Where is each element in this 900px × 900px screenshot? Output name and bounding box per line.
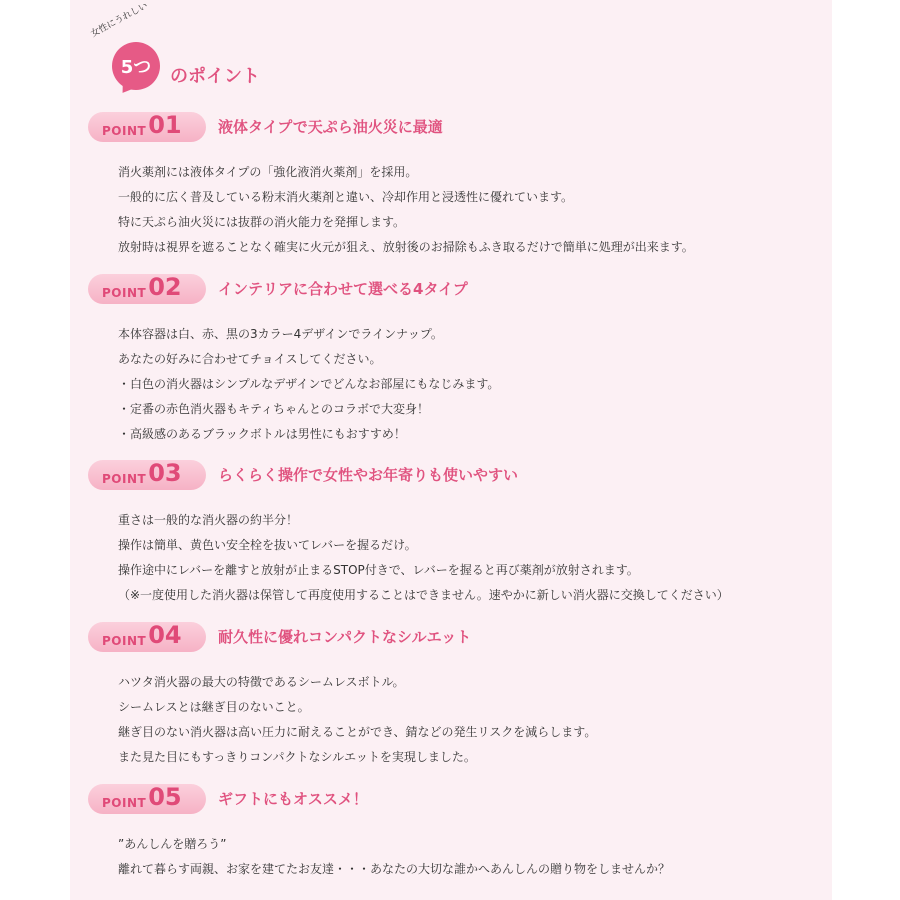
point-label: POINT bbox=[102, 634, 147, 648]
point-02 bbox=[88, 270, 798, 447]
point-title: ギフトにもオススメ！ bbox=[218, 790, 368, 808]
point-body bbox=[118, 832, 798, 882]
point-badge bbox=[88, 460, 206, 490]
point-number: 04 bbox=[148, 621, 182, 649]
body-line: 本体容器は白、赤、黒の3カラー4デザインでラインナップ。 bbox=[118, 327, 443, 341]
point-title: インテリアに合わせて選べる4タイプ bbox=[218, 280, 468, 298]
point-title: 耐久性に優れコンパクトなシルエット bbox=[218, 628, 472, 646]
body-line: ・高級感のあるブラックボトルは男性にもおすすめ！ bbox=[118, 427, 406, 441]
point-label: POINT bbox=[102, 472, 147, 486]
point-title: らくらく操作で女性やお年寄りも使いやすい bbox=[218, 466, 519, 484]
point-label: POINT bbox=[102, 124, 147, 138]
body-line: 一般的に広く普及している粉末消火薬剤と違い、冷却作用と浸透性に優れています。 bbox=[118, 190, 574, 204]
point-body bbox=[118, 508, 798, 608]
body-line: 操作途中にレバーを離すと放射が止まるSTOP付きで、レバーを握ると再び薬剤が放射されます。 bbox=[118, 563, 639, 577]
point-badge bbox=[88, 622, 206, 652]
point-header bbox=[88, 456, 798, 496]
point-badge bbox=[88, 784, 206, 814]
point-badge bbox=[88, 274, 206, 304]
body-line: 消火薬剤には液体タイプの「強化液消火薬剤」を採用。 bbox=[118, 165, 418, 179]
header-number-badge: 5つ bbox=[112, 42, 160, 90]
body-line: 離れて暮らす両親、お家を建てたお友達・・・あなたの大切な誰かへあんしんの贈り物をしませんか？ bbox=[118, 862, 671, 876]
point-body bbox=[118, 160, 798, 260]
point-title: 液体タイプで天ぷら油火災に最適 bbox=[218, 118, 443, 136]
point-03 bbox=[88, 456, 798, 608]
body-line: 放射時は視界を遮ることなく確実に火元が狙え、放射後のお掃除もふき取るだけで簡単に処理が出来ます。 bbox=[118, 240, 694, 254]
point-label: POINT bbox=[102, 286, 147, 300]
body-line: ハツタ消火器の最大の特徴であるシームレスボトル。 bbox=[118, 675, 405, 689]
point-number: 01 bbox=[148, 111, 182, 139]
point-label: POINT bbox=[102, 796, 147, 810]
body-line: 操作は簡単、黄色い安全栓を抜いてレバーを握るだけ。 bbox=[118, 538, 417, 552]
point-header bbox=[88, 780, 798, 820]
body-line: ”あんしんを贈ろう” bbox=[118, 837, 227, 851]
point-body bbox=[118, 322, 798, 447]
header-tag: 女性にうれしい bbox=[89, 1, 150, 40]
point-number: 05 bbox=[148, 783, 182, 811]
body-line: 重さは一般的な消火器の約半分！ bbox=[118, 513, 299, 527]
point-number: 03 bbox=[148, 459, 182, 487]
body-line: ・白色の消火器はシンプルなデザインでどんなお部屋にもなじみます。 bbox=[118, 377, 500, 391]
point-header bbox=[88, 270, 798, 310]
point-04 bbox=[88, 618, 798, 770]
body-line: （※一度使用した消火器は保管して再度使用することはできません。速やかに新しい消火器に交換してください） bbox=[118, 588, 729, 602]
point-body bbox=[118, 670, 798, 770]
point-01 bbox=[88, 108, 798, 260]
point-header bbox=[88, 618, 798, 658]
body-line: ・定番の赤色消火器もキティちゃんとのコラボで大変身！ bbox=[118, 402, 430, 416]
body-line: また見た目にもすっきりコンパクトなシルエットを実現しました。 bbox=[118, 750, 476, 764]
body-line: あなたの好みに合わせてチョイスしてください。 bbox=[118, 352, 382, 366]
body-line: 特に天ぷら油火災には抜群の消火能力を発揮します。 bbox=[118, 215, 406, 229]
body-line: 継ぎ目のない消火器は高い圧力に耐えることができ、錆などの発生リスクを減らします。 bbox=[118, 725, 597, 739]
point-05 bbox=[88, 780, 798, 882]
point-header bbox=[88, 108, 798, 148]
point-badge bbox=[88, 112, 206, 142]
header-title: のポイント bbox=[170, 66, 260, 87]
body-line: シームレスとは継ぎ目のないこと。 bbox=[118, 700, 310, 714]
point-number: 02 bbox=[148, 273, 182, 301]
section-header bbox=[88, 1, 308, 102]
